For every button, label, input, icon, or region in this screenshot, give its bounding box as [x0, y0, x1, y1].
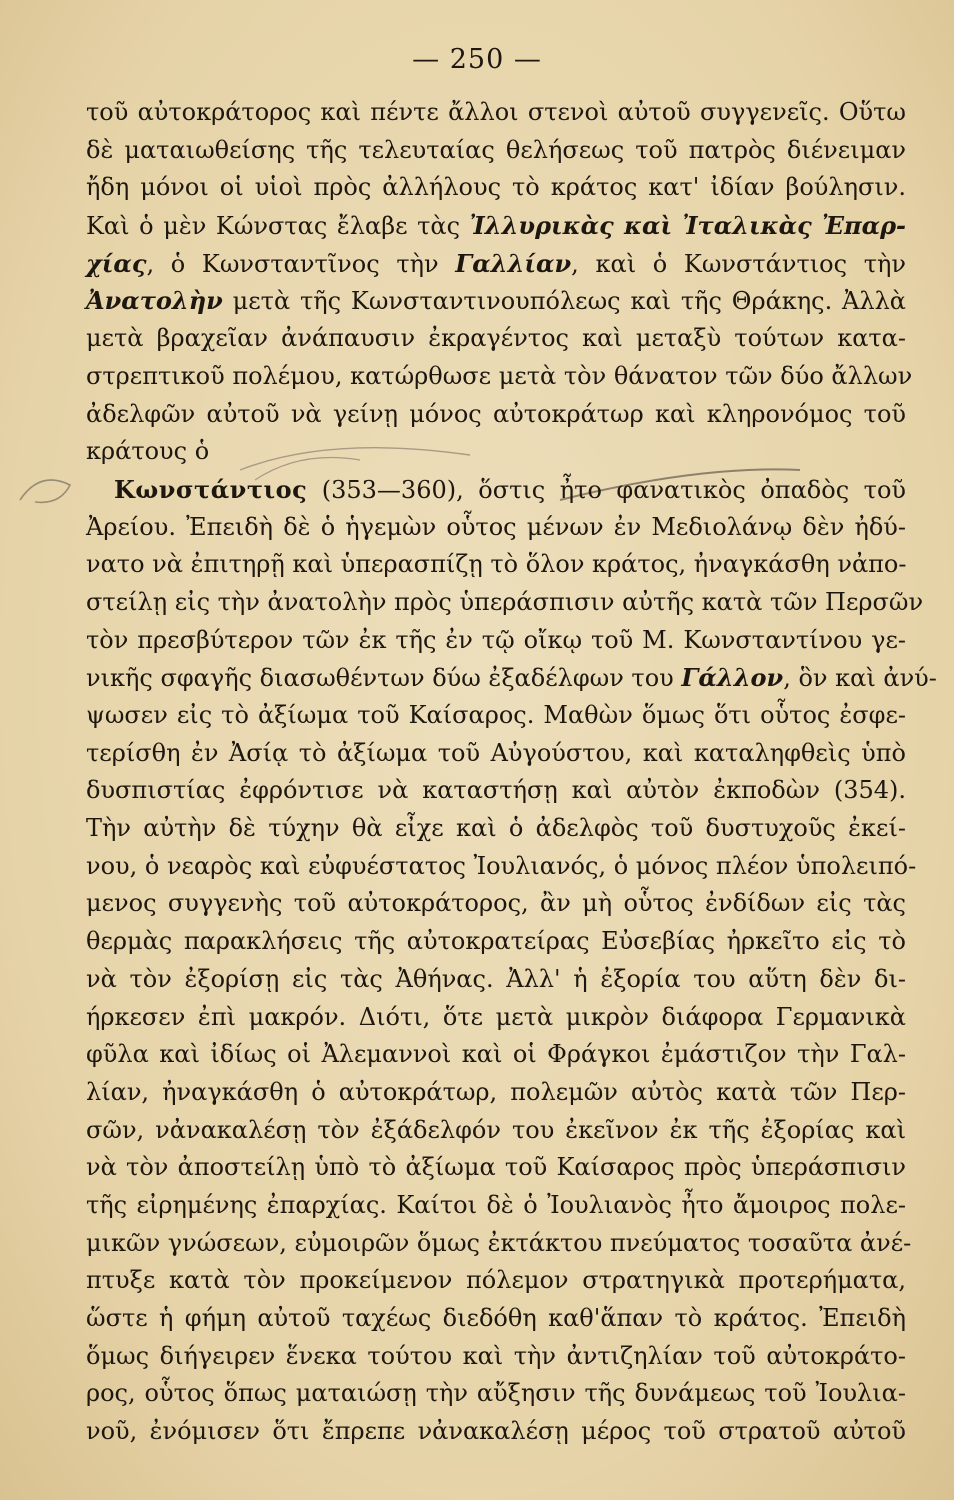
text-line: ἤδη μόνοι οἱ υἱοὶ πρὸς ἀλλήλους τὸ κράτος κατ' ἰδίαν βούλησιν. — [86, 173, 906, 202]
text-line: δὲ ματαιωθείσης τῆς τελευταίας θελήσεως τοῦ πατρὸς διένειμαν — [86, 135, 906, 164]
text-line: νου, ὁ νεαρὸς καὶ εὐφυέστατος Ἰουλιανός, ὁ μόνος πλέον ὑπολειπό- — [86, 851, 917, 880]
text-line: ρος, οὗτος ὅπως ματαιώσῃ τὴν αὔξησιν τῆς δυνάμεως τοῦ Ἰουλια- — [86, 1379, 906, 1408]
text-run: νικῆς σφαγῆς διασωθέντων δύω ἐξαδέλφων του — [86, 664, 682, 693]
text-line: φῦλα καὶ ἰδίως οἱ Ἀλεμαννοὶ καὶ οἱ Φράγκοι ἐμάστιζον τὴν Γαλ- — [86, 1040, 906, 1069]
text-line: πτυξε κατὰ τὸν προκείμενον πόλεμον στρατηγικὰ προτερήματα, — [86, 1266, 906, 1295]
text-line: μετὰ βραχεῖαν ἀνάπαυσιν ἐκραγέντος καὶ μεταξὺ τούτων κατα- — [86, 324, 906, 353]
text-line: τὸν πρεσβύτερον τῶν ἐκ τῆς ἐν τῷ οἴκῳ τοῦ Μ. Κωνσταντίνου γε- — [86, 625, 906, 654]
text-line: στείλῃ εἰς τὴν ἀνατολὴν πρὸς ὑπεράσπισιν αὐτῆς κατὰ τῶν Περσῶν — [86, 587, 924, 616]
italic-gallus: Γάλλον — [681, 663, 784, 693]
text-run: , ὁ Κωνσταντῖνος τὴν — [146, 249, 456, 278]
text-line: Τὴν αὐτὴν δὲ τύχην θὰ εἶχε καὶ ὁ ἀδελφὸς τοῦ δυστυχοῦς ἐκεί- — [86, 814, 906, 843]
italic-provinces: Ἰλλυρικὰς καὶ Ἰταλικὰς Ἐπαρ- — [469, 211, 907, 241]
text-line: ψωσεν εἰς τὸ ἀξίωμα τοῦ Καίσαρος. Μαθὼν ὅμως ὅτι οὗτος ἐσφε- — [86, 701, 906, 729]
text-line — [86, 659, 937, 697]
text-run: Καὶ ὁ μὲν Κώνστας ἔλαβε τὰς — [86, 212, 470, 241]
text-line: κράτους ὁ — [86, 437, 210, 466]
text-line: μικῶν γνώσεων, εὐμοιρῶν ὅμως ἐκτάκτου πνεύματος τοσαῦτα ἀνέ- — [86, 1228, 912, 1257]
text-line: δυσπιστίας ἐφρόντισε νὰ καταστήσῃ καὶ αὐτὸν ἐκποδὼν (354). — [86, 776, 906, 805]
italic-provinces-end: χίας — [86, 248, 147, 278]
text-run: , καὶ ὁ Κωνστάντιος τὴν — [571, 249, 906, 278]
text-run: μετὰ τῆς Κωνσταντινουπόλεως καὶ τῆς Θράκης. Ἀλλὰ — [222, 287, 906, 316]
text-line: νὰ τὸν ἐξορίσῃ εἰς τὰς Ἀθήνας. Ἀλλ' ἡ ἐξορία του αὕτη δὲν δι- — [86, 964, 906, 993]
text-line: ήρκεσεν ἐπὶ μακρόν. Διότι, ὅτε μετὰ μικρὸν διάφορα Γερμανικὰ — [86, 1002, 906, 1031]
page-number: — 250 — — [412, 44, 542, 75]
italic-gaul: Γαλλίαν — [455, 248, 572, 278]
text-line — [86, 282, 906, 320]
emperor-name-bold: Κωνστάντιος — [114, 474, 308, 504]
text-line: νατο νὰ ἐπιτηρῇ καὶ ὑπερασπίζῃ τὸ ὅλον κράτος, ἠναγκάσθη νἀπο- — [86, 550, 907, 579]
text-line: στρεπτικοῦ πολέμου, κατώρθωσε μετὰ τὸν θάνατον τῶν δύο ἄλλων — [86, 361, 913, 390]
text-line: ὥστε ἡ φήμη αὐτοῦ ταχέως διεδόθη καθ'ἅπαν τὸ κράτος. Ἐπειδὴ — [86, 1304, 906, 1332]
text-line: τοῦ αὐτοκράτορος καὶ πέντε ἄλλοι στενοὶ αὐτοῦ συγγενεῖς. Οὕτω — [86, 98, 906, 126]
text-line: νὰ τὸν ἀποστείλῃ ὑπὸ τὸ ἀξίωμα τοῦ Καίσαρος πρὸς ὑπεράσπισιν — [86, 1153, 906, 1182]
text-line — [86, 245, 906, 283]
text-line: νοῦ, ἐνόμισεν ὅτι ἔπρεπε νἀνακαλέσῃ μέρος τοῦ στρατοῦ αὐτοῦ — [86, 1417, 906, 1446]
text-line: ἀδελφῶν αὐτοῦ νὰ γείνῃ μόνος αὐτοκράτωρ καὶ κληρονόμος τοῦ — [86, 399, 906, 428]
text-line: τῆς εἰρημένης ἐπαρχίας. Καίτοι δὲ ὁ Ἰουλιανὸς ἦτο ἄμοιρος πολε- — [86, 1190, 906, 1219]
text-run: , ὃν καὶ ἀνύ- — [783, 664, 937, 693]
text-line: ὅμως διήγειρεν ἕνεκα τούτου καὶ τὴν ἀντιζηλίαν τοῦ αὐτοκράτο- — [86, 1341, 906, 1370]
text-line: σῶν, νἀνακαλέσῃ τὸν ἐξάδελφόν του ἐκεῖνον ἐκ τῆς ἐξορίας καὶ — [86, 1115, 906, 1144]
text-line: λίαν, ἠναγκάσθη ὁ αὐτοκράτωρ, πολεμῶν αὐτὸς κατὰ τῶν Περ- — [86, 1077, 906, 1106]
text-line — [86, 471, 906, 509]
text-line — [86, 207, 906, 245]
italic-east: Ἀνατολὴν — [86, 286, 223, 316]
body-text — [86, 94, 937, 1451]
text-line: τερίσθη ἐν Ἀσίᾳ τὸ ἀξίωμα τοῦ Αὐγούστου, καὶ καταληφθεὶς ὑπὸ — [86, 738, 906, 767]
text-line: θερμὰς παρακλήσεις τῆς αὐτοκρατείρας Εὐσεβίας ἠρκεῖτο εἰς τὸ — [86, 927, 906, 956]
text-line: μενος συγγενὴς τοῦ αὐτοκράτορος, ἂν μὴ οὗτος ἐνδίδων εἰς τὰς — [86, 889, 906, 918]
text-run: (353—360), ὅστις ἦτο φανατικὸς ὀπαδὸς τοῦ — [307, 475, 906, 504]
text-line: Ἀρείου. Ἐπειδὴ δὲ ὁ ἡγεμὼν οὗτος μένων ἐν Μεδιολάνῳ δὲν ἠδύ- — [86, 512, 906, 541]
